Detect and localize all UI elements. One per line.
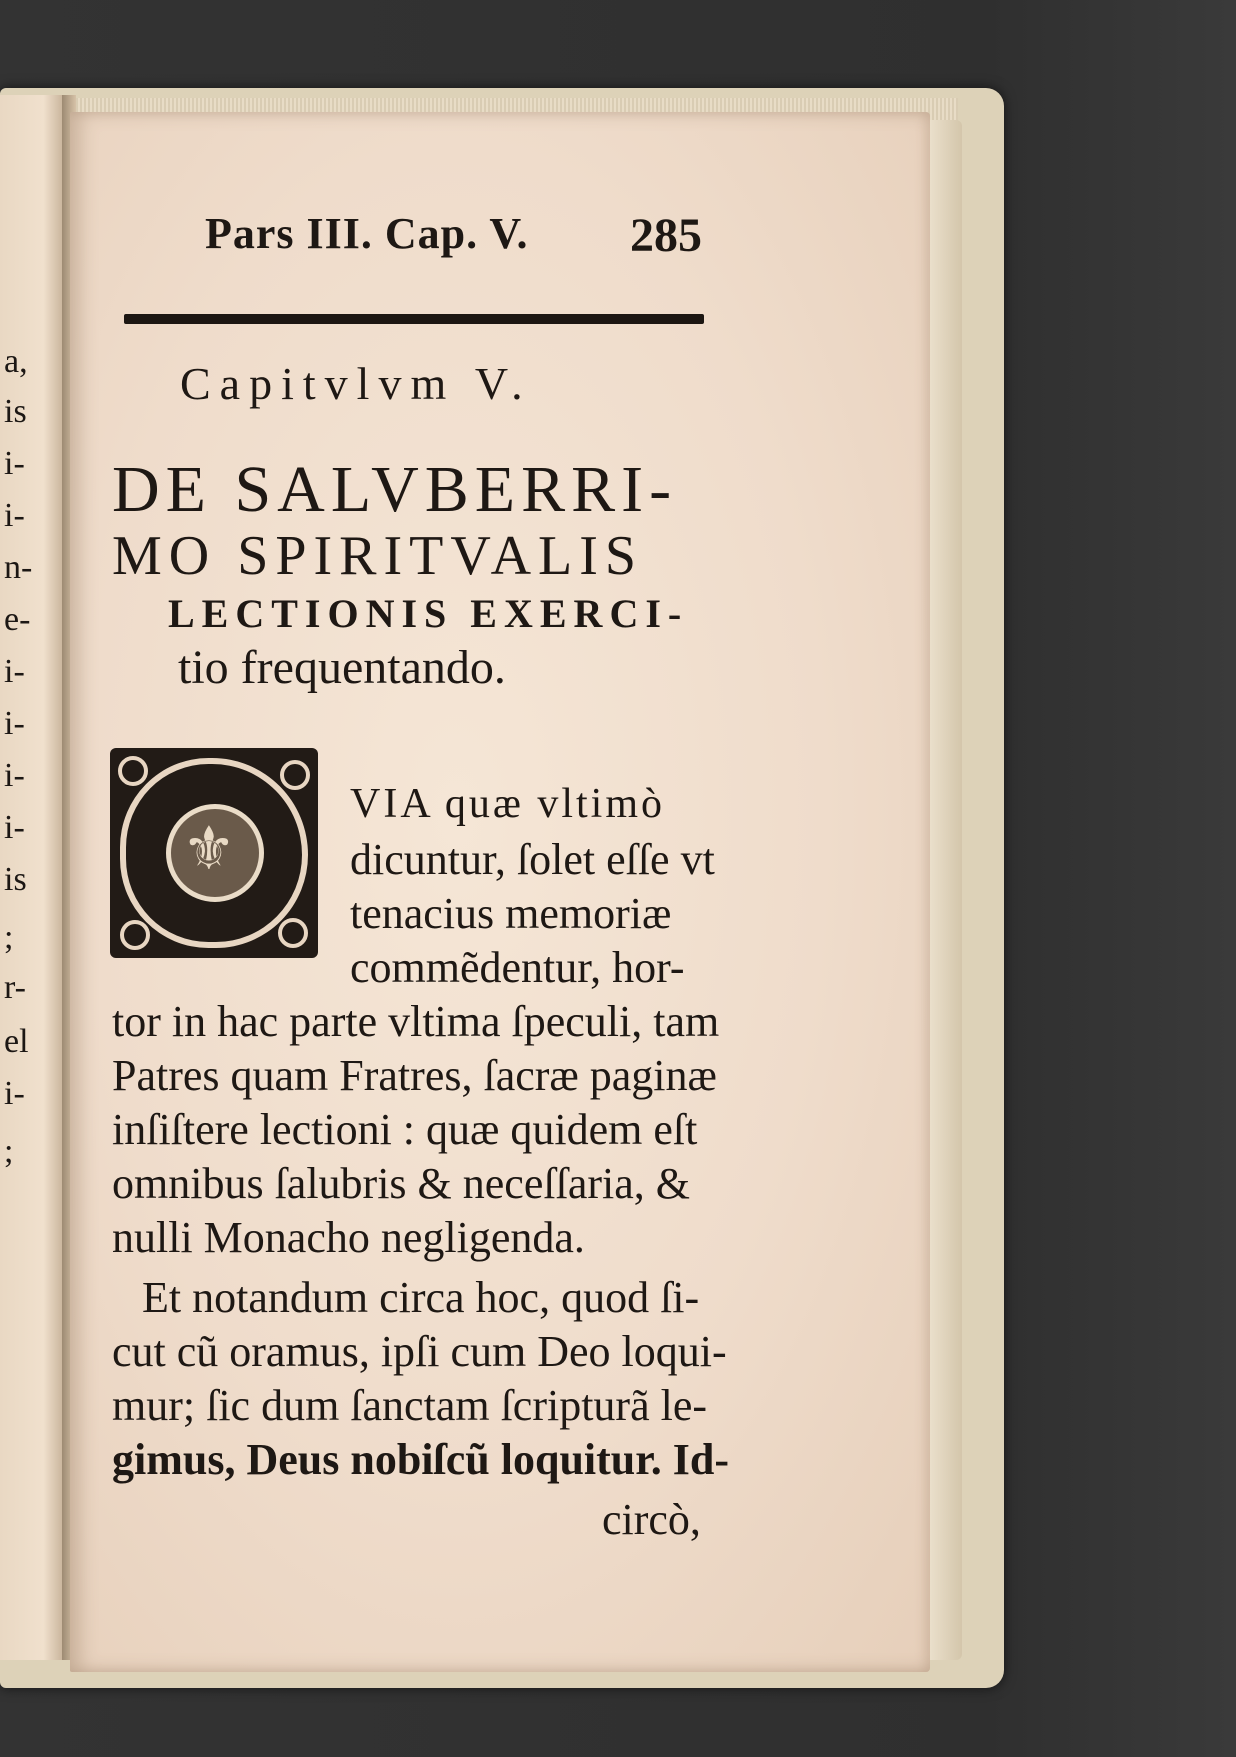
left-fragment: i-	[4, 445, 25, 482]
left-fragment: i-	[4, 757, 25, 794]
left-fragment: i-	[4, 653, 25, 690]
title-line: DE SALVBERRI-	[112, 453, 678, 526]
left-fragment: ;	[4, 1133, 14, 1170]
running-head: Pars III. Cap. V.	[205, 209, 529, 258]
left-fragment: i-	[4, 1075, 25, 1112]
text-line: dicuntur, ſolet eſſe vt	[350, 835, 715, 884]
decorated-initial	[110, 748, 318, 958]
left-page	[0, 95, 62, 1660]
head-rule	[124, 314, 704, 324]
text-line: Et notandum circa hoc, quod ſi-	[142, 1273, 700, 1322]
left-fragment: r-	[4, 969, 26, 1006]
left-fragment: i-	[4, 497, 25, 534]
ornament-icon	[118, 756, 148, 786]
text-line: nulli Monacho negligenda.	[112, 1213, 585, 1262]
title-line: LECTIONIS EXERCI-	[168, 591, 689, 636]
text-line: tor in hac parte vltima ſpeculi, tam	[112, 997, 720, 1046]
ornament-icon	[278, 918, 308, 948]
page-edges	[930, 120, 962, 1660]
catchword: circò,	[602, 1495, 701, 1544]
left-fragment: is	[4, 861, 27, 898]
text-line: inſiſtere lectioni : quæ quidem eſt	[112, 1105, 698, 1154]
left-fragment: is	[4, 393, 27, 430]
left-fragment: i-	[4, 705, 25, 742]
left-fragment: ;	[4, 919, 14, 956]
text-line: omnibus ſalubris & neceſſaria, &	[112, 1159, 690, 1208]
text-line: Patres quam Fratres, ſacræ paginæ	[112, 1051, 717, 1100]
text-line: commẽdentur, hor-	[350, 943, 685, 992]
chapter-heading: Capitvlvm V.	[180, 358, 532, 409]
title-line: tio frequentando.	[178, 641, 506, 694]
ornament-icon	[280, 760, 310, 790]
left-fragment: e-	[4, 601, 31, 638]
left-fragment: el	[4, 1023, 29, 1060]
text-line: gimus, Deus nobiſcũ loquitur. Id-	[112, 1435, 730, 1484]
text-line: cut cũ oramus, ipſi cum Deo loqui-	[112, 1327, 727, 1376]
left-fragment: a,	[4, 343, 28, 380]
text-line: VIA quæ vltimò	[350, 781, 666, 827]
title-line: MO SPIRITVALIS	[112, 525, 644, 587]
page-number: 285	[630, 209, 702, 262]
left-fragment: n-	[4, 549, 33, 586]
text-line: tenacius memoriæ	[350, 889, 672, 938]
text-line: mur; ſic dum ſanctam ſcripturã le-	[112, 1381, 708, 1430]
left-fragment: i-	[4, 809, 25, 846]
ornament-icon	[120, 920, 150, 950]
fleur-de-lis-icon: ⚜	[182, 814, 236, 884]
